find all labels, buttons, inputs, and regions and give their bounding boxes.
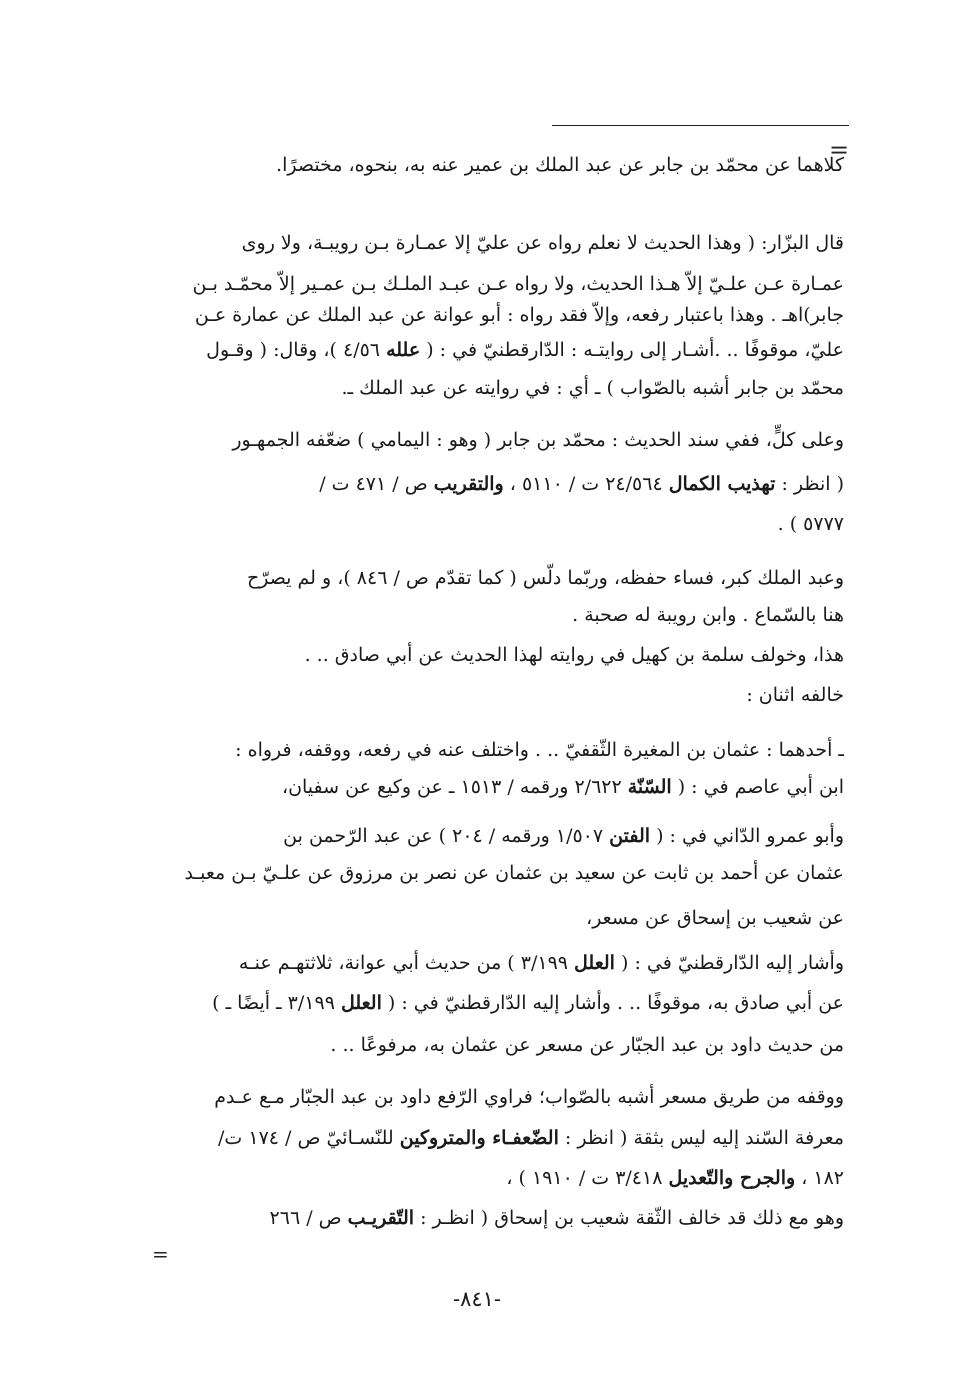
text-segment: ٢٤/٥٦٤ ت / ٥١١٠ ، bbox=[503, 473, 669, 495]
continuation-mark: = bbox=[829, 136, 850, 164]
text-segment: معرفة السّند إليه ليس بثقة ( انظر : bbox=[558, 1127, 844, 1149]
text-segment: ابن أبي عاصم في : ( bbox=[671, 776, 844, 798]
book-title: والتقريب bbox=[433, 473, 504, 495]
text-line: قال البزّار: ( وهذا الحديث لا نعلم رواه عن عليّ إلا عمـارة بـن رويبـة، ولا روى bbox=[241, 232, 844, 254]
text-segment: وأبو عمرو الدّاني في : ( bbox=[650, 825, 844, 847]
text-segment: وهو مع ذلك قد خالف الثّقة شعيب بن إسحاق ( انظـر : bbox=[414, 1207, 844, 1229]
continuation-mark-bottom: = bbox=[152, 1242, 169, 1266]
text-segment: ٣/١٩٩ ) من حديث أبي عوانة، ثلاثتهـم عنـه bbox=[238, 952, 575, 974]
text-line bbox=[506, 1156, 844, 1200]
book-title: الفتن bbox=[609, 825, 651, 847]
text-line: كلاهما عن محمّد بن جابر عن عبد الملك بن عمير عنه به، بنحوه، مختصرًا. bbox=[276, 154, 844, 176]
book-title: الضّعفـاء والمتروكين bbox=[399, 1127, 559, 1149]
text-line: هنا بالسّماع . وابن رويبة له صحبة . bbox=[572, 604, 844, 626]
text-line: وعلى كلٍّ، ففي سند الحديث : محمّد بن جابر ( وهو : اليمامي ) ضعّفه الجمهـور bbox=[232, 429, 844, 451]
book-title: التّقريـب bbox=[347, 1207, 415, 1229]
text-line bbox=[218, 1116, 844, 1160]
text-segment: عن أبي صادق به، موقوفًا .. . وأشار إليه الدّارقطنيّ في : ( bbox=[381, 992, 844, 1014]
text-line: عمـارة عـن علـيّ إلاّ هـذا الحديث، ولا رواه عـن عبـد الملـك بـن عمـير إلاّ محمّـد بـن bbox=[192, 273, 844, 295]
text-segment: ص / ٤٧١ ت / bbox=[319, 473, 434, 495]
text-line: عن شعيب بن إسحاق عن مسعر، bbox=[586, 907, 844, 929]
book-title: والجرح والتّعديل bbox=[668, 1167, 796, 1189]
text-line bbox=[212, 981, 844, 1025]
text-segment: ( انظر : bbox=[775, 473, 844, 495]
text-segment: ٢/٦٢٢ ورقمه / ١٥١٣ ـ عن وكيع عن سفيان، bbox=[281, 776, 628, 798]
book-title: العلل bbox=[574, 952, 615, 974]
text-line: عثمان عن أحمد بن ثابت عن سعيد بن عثمان عن نصر بن مرزوق عن علـيّ بـن معبـد bbox=[184, 862, 844, 884]
book-title: العلل bbox=[340, 992, 382, 1014]
text-line: خالفه اثنان : bbox=[746, 684, 844, 706]
text-line: ٥٧٧٧ ) . bbox=[777, 513, 844, 535]
text-segment: ١٨٢ ، bbox=[795, 1167, 844, 1189]
text-line: جابر)اهـ . وهذا باعتبار رفعه، وإلاّ فقد رواه : أبو عوانة عن عبد الملك عن عمارة عـن bbox=[194, 304, 844, 326]
text-line: محمّد بن جابر أشبه بالصّواب ) ـ أي : في روايته عن عبد الملك ـ. bbox=[341, 377, 844, 399]
text-segment: عليّ، موقوفًا .. .أشـار إلى روايتـه : الدّارقطنيّ في : ( bbox=[420, 339, 844, 361]
text-line: وعبد الملك كبر، فساء حفظه، وربّما دلّس ( كما تقدّم ص / ٨٤٦ )، و لم يصرّح bbox=[246, 567, 844, 589]
text-segment: ص / ٢٦٦ bbox=[269, 1207, 348, 1229]
text-segment: ٣/١٩٩ ـ أيضًا ـ ) bbox=[212, 992, 341, 1014]
text-line: ـ أحدهما : عثمان بن المغيرة الثّقفيّ .. . واختلف عنه في رفعه، ووقفه، فرواه : bbox=[235, 739, 844, 761]
book-title: السّنّة bbox=[627, 776, 672, 798]
book-title: تهذيب الكمال bbox=[668, 473, 776, 495]
book-title: علله bbox=[386, 339, 421, 361]
page-number: -٨٤١- bbox=[452, 1287, 502, 1311]
text-line bbox=[282, 765, 844, 809]
text-line: ووقفه من طريق مسعر أشبه بالصّواب؛ فراوي الرّفع داود بن عبد الجبّار مـع عـدم bbox=[214, 1086, 844, 1108]
text-segment: ١/٥٠٧ ورقمه / ٢٠٤ ) عن عبد الرّحمن بن bbox=[283, 825, 610, 847]
text-segment: ٤/٥٦ )، وقال: ( وقـول bbox=[206, 339, 387, 361]
text-segment: وأشار إليه الدّارقطنيّ في : ( bbox=[614, 952, 844, 974]
text-segment: ٣/٤١٨ ت / ١٩١٠ ) ، bbox=[506, 1167, 669, 1189]
text-line bbox=[319, 462, 844, 506]
text-line bbox=[270, 1196, 844, 1240]
text-line: هذا، وخولف سلمة بن كهيل في روايته لهذا الحديث عن أبي صادق .. . bbox=[304, 644, 844, 666]
text-segment: للنّسـائيّ ص / ١٧٤ ت/ bbox=[218, 1127, 400, 1149]
footnote-separator-line bbox=[552, 125, 849, 126]
text-line: من حديث داود بن عبد الجبّار عن مسعر عن عثمان به، مرفوعًا .. . bbox=[330, 1034, 844, 1056]
text-line bbox=[239, 941, 844, 985]
